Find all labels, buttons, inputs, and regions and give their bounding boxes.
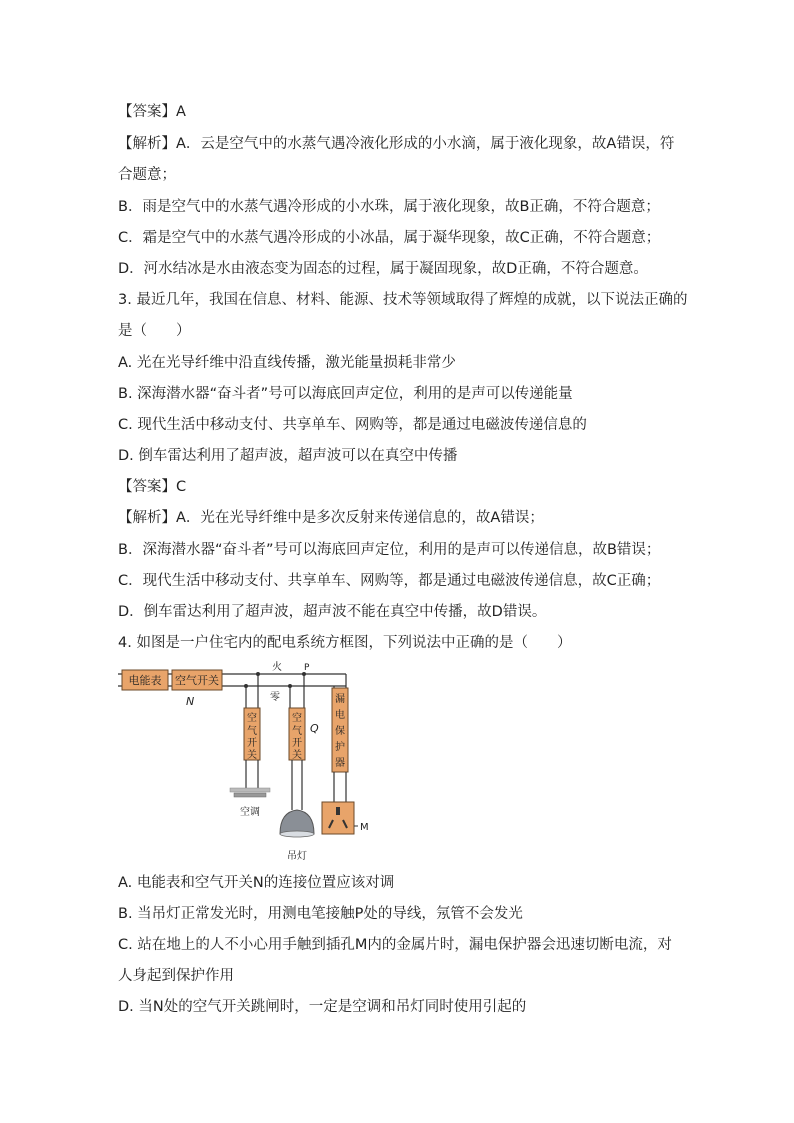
- q4-stem: 4. 如图是一户住宅内的配电系统方框图，下列说法中正确的是（ ）: [118, 635, 572, 651]
- circuit-diagram: [118, 660, 378, 865]
- svg-text:器: 器: [335, 758, 345, 769]
- svg-text:保: 保: [335, 726, 345, 737]
- q4-option-a: A. 电能表和空气开关N的连接位置应该对调: [118, 875, 395, 891]
- q2-analysis-line: 合题意；: [118, 167, 176, 183]
- svg-text:气: 气: [292, 726, 302, 737]
- meter-label: 电能表: [128, 674, 162, 687]
- neutral-label: 零: [270, 692, 280, 703]
- q3-analysis-line: D．倒车雷达利用了超声波，超声波不能在真空中传播，故D错误。: [118, 604, 547, 620]
- svg-text:空: 空: [292, 713, 302, 724]
- q3-answer: 【答案】C: [118, 479, 187, 495]
- svg-text:关: 关: [247, 750, 257, 761]
- svg-text:开: 开: [247, 738, 257, 749]
- label-n: N: [186, 695, 195, 708]
- svg-text:气: 气: [247, 726, 257, 737]
- q3-analysis-line: B．深海潜水器“奋斗者”号可以海底回声定位，利用的是声可以传递信息，故B错误；: [118, 542, 661, 558]
- svg-text:开: 开: [292, 738, 302, 749]
- q3-analysis-line: C．现代生活中移动支付、共享单车、网购等，都是通过电磁波传递信息，故C正确；: [118, 573, 661, 589]
- q4-option-c: C. 站在地上的人不小心用手触到插孔M内的金属片时，漏电保护器会迅速切断电流，对: [118, 937, 672, 953]
- svg-text:空: 空: [247, 713, 257, 724]
- ac-unit-label: 空调: [240, 807, 260, 818]
- label-q: Q: [310, 722, 319, 735]
- main-breaker-label: 空气开关: [175, 674, 219, 687]
- q3-option-a: A. 光在光导纤维中沿直线传播，激光能量损耗非常少: [118, 355, 456, 371]
- ac-unit-icon: [230, 788, 270, 792]
- svg-text:漏: 漏: [335, 694, 345, 705]
- label-m: M: [360, 822, 369, 833]
- svg-text:护: 护: [335, 742, 345, 753]
- q2-answer: 【答案】A: [118, 104, 186, 120]
- live-label: 火: [272, 662, 282, 673]
- q4-option-d: D. 当N处的空气开关跳闸时，一定是空调和吊灯同时使用引起的: [118, 999, 527, 1015]
- label-p: P: [304, 663, 310, 673]
- q3-stem: 3. 最近几年，我国在信息、材料、能源、技术等领域取得了辉煌的成就，以下说法正确的: [118, 292, 688, 308]
- q2-analysis-line: B．雨是空气中的水蒸气遇冷形成的小水珠，属于液化现象，故B正确，不符合题意；: [118, 199, 660, 215]
- q4-option-b: B. 当吊灯正常发光时，用测电笔接触P处的导线，氖管不会发光: [118, 906, 523, 922]
- q3-option-b: B. 深海潜水器“奋斗者”号可以海底回声定位，利用的是声可以传递能量: [118, 386, 573, 402]
- pendant-lamp-label: 吊灯: [287, 851, 307, 862]
- pendant-lamp-icon: [280, 810, 314, 834]
- q2-analysis-line: C．霜是空气中的水蒸气遇冷形成的小冰晶，属于凝华现象，故C正确，不符合题意；: [118, 230, 661, 246]
- q2-analysis-line: D．河水结冰是水由液态变为固态的过程，属于凝固现象，故D正确，不符合题意。: [118, 261, 648, 277]
- socket-icon: [322, 802, 354, 834]
- svg-text:电: 电: [335, 710, 345, 721]
- q3-option-d: D. 倒车雷达利用了超声波，超声波可以在真空中传播: [118, 448, 458, 464]
- q3-option-c: C. 现代生活中移动支付、共享单车、网购等，都是通过电磁波传递信息的: [118, 417, 587, 433]
- q4-option-c-cont: 人身起到保护作用: [118, 968, 234, 984]
- q2-analysis-line: 【解析】A．云是空气中的水蒸气遇冷液化形成的小水滴，属于液化现象，故A错误，符: [118, 136, 675, 152]
- q3-analysis-line: 【解析】A．光在光导纤维中是多次反射来传递信息的，故A错误；: [118, 510, 544, 526]
- q3-stem: 是（ ）: [118, 323, 191, 339]
- svg-text:关: 关: [292, 750, 302, 761]
